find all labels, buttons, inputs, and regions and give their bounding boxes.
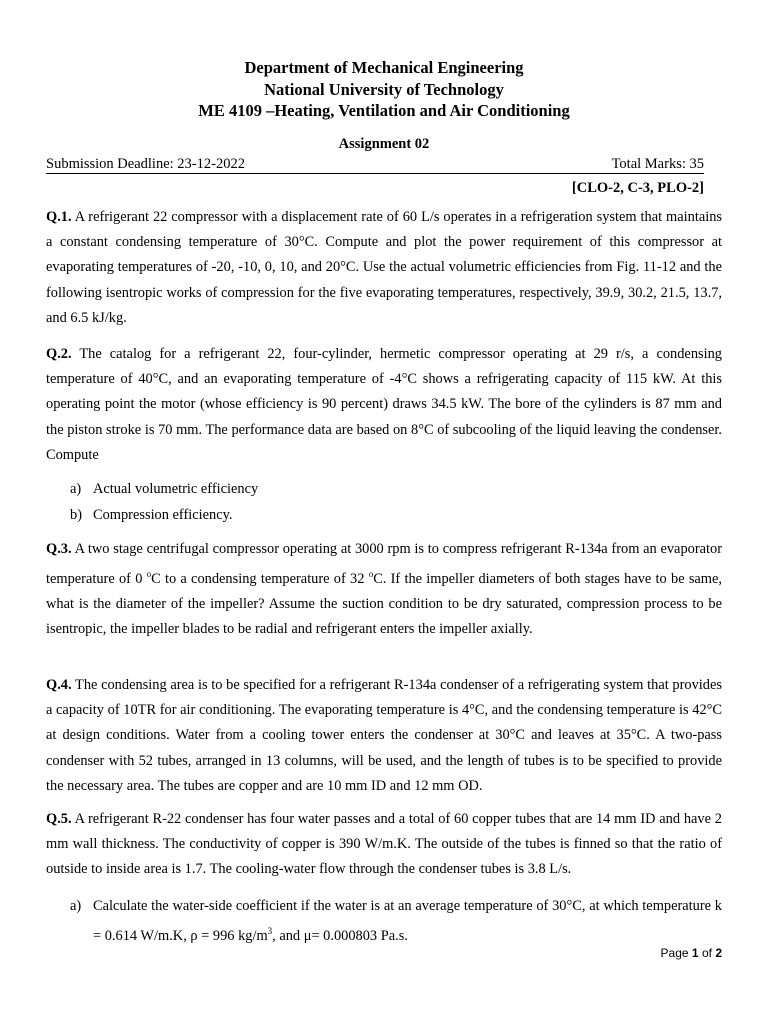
part-b-text: Compression efficiency.	[93, 507, 233, 523]
question-4-label: Q.4.	[46, 677, 72, 693]
degree-superscript: o	[368, 569, 374, 580]
page-number: 1	[691, 946, 699, 960]
question-5-text: A refrigerant R-22 condenser has four water passes and a total of 60 copper tubes that are 14 mm ID and have 2 mm wall thickness. The conductivity of copper is 390 W/m.K. The outside of the tubes is finned so that the ratio of outside to inside area is 1.7. The cooling-water flow through the condenser tubes is 3.8 L/s.	[46, 811, 722, 878]
page-word: Page	[660, 946, 689, 960]
question-5-label: Q.5.	[46, 811, 72, 827]
question-3-text-part-3: C. If the impeller diameters of both stages have to be same, what is the diameter of the impeller? Assume the suction condition to be dry saturated, compression process to be isentropic, the impeller blades to be radial and refrigerant enters the impeller axially.	[46, 571, 722, 638]
part-a-label: a)	[70, 481, 82, 497]
degree-superscript: o	[146, 569, 152, 580]
part-a-text: Actual volumetric efficiency	[93, 481, 259, 497]
question-3	[46, 537, 722, 643]
department-title: Department of Mechanical Engineering	[244, 58, 524, 77]
of-word: of	[701, 946, 712, 960]
course-title: ME 4109 –Heating, Ventilation and Air Conditioning	[198, 101, 570, 120]
clo-tag: [CLO-2, C-3, PLO-2]	[571, 180, 704, 196]
question-5-part-a	[70, 894, 722, 949]
part-b-label: b)	[70, 507, 82, 523]
part-a-text-1: Calculate the water-side coefficient if the water is at an average temperature of 30°C, at which temperature k = 0.614 W/m.K, ρ = 996 kg/m	[93, 898, 722, 944]
question-3-text-part-2: C to a condensing temperature of 32	[151, 571, 369, 587]
part-a-text-2: , and μ= 0.000803 Pa.s.	[272, 928, 408, 944]
question-5	[46, 807, 722, 883]
question-2	[46, 342, 722, 468]
question-4-text: The condensing area is to be specified for a refrigerant R-134a condenser of a refrigerating system that provides a capacity of 10TR for air conditioning. The evaporating temperature is 4°C, and the condensing temperature is 42°C at design conditions. Water from a cooling tower enters the condenser at 30°C and leaves at 35°C. A two-pass condenser with 52 tubes, arranged in 13 columns, will be used, and the length of tubes is to be specified to provide the necessary area. The tubes are copper and are 10 mm ID and 12 mm OD.	[46, 677, 722, 794]
part-a-label: a)	[70, 898, 82, 914]
question-1-text: A refrigerant 22 compressor with a displacement rate of 60 L/s operates in a refrigeration system that maintains a constant condensing temperature of 30°C. Compute and plot the power requirement of this compressor at evaporating temperatures of -20, -10, 0, 10, and 20°C. Use the actual volumetric efficiencies from Fig. 11-12 and the following isentropic works of compression for the five evaporating temperatures, respectively, 39.9, 30.2, 21.5, 13.7, and 6.5 kJ/kg.	[46, 209, 722, 326]
total-marks: Total Marks: 35	[611, 156, 704, 172]
question-3-text-part-1: A two stage centrifugal compressor operating at 3000 rpm is to compress refrigerant R-134a from an evaporator temperature of 0	[46, 541, 722, 587]
question-4	[46, 673, 722, 799]
submission-deadline: Submission Deadline: 23-12-2022	[46, 156, 245, 172]
question-2-text: The catalog for a refrigerant 22, four-cylinder, hermetic compressor operating at 29 r/s, a condensing temperature of 40°C, and an evaporating temperature of -4°C shows a refrigerating capacity of 115 kW. At this operating point the motor (whose efficiency is 90 percent) draws 34.5 kW. The bore of the cylinders is 87 mm and the piston stroke is 70 mm. The performance data are based on 8°C of subcooling of the liquid leaving the condenser. Compute	[46, 346, 723, 463]
question-2-part-a	[70, 477, 720, 502]
question-2-label: Q.2.	[46, 346, 72, 362]
question-2-part-b	[70, 503, 720, 528]
assignment-title: Assignment 02	[338, 136, 430, 152]
question-1	[46, 205, 722, 331]
submission-line	[46, 156, 704, 174]
university-title: National University of Technology	[264, 80, 504, 99]
cubed-superscript: 3	[267, 926, 273, 937]
page-total: 2	[715, 946, 722, 960]
page-footer	[661, 946, 722, 960]
question-3-label: Q.3.	[46, 541, 72, 557]
question-1-label: Q.1.	[46, 209, 72, 225]
